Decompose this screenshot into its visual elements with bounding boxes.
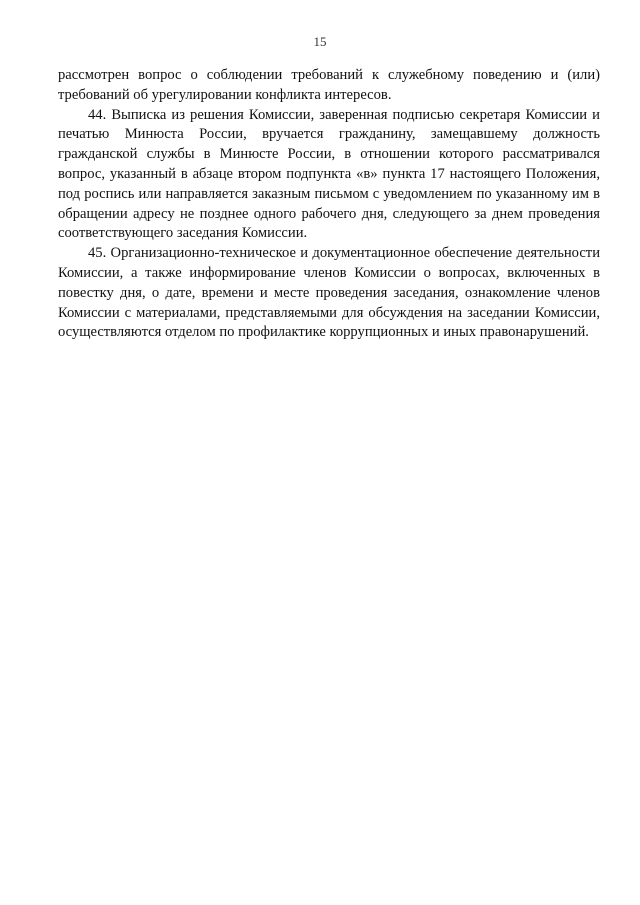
paragraph-item-45: 45. Организационно-техническое и документационное обеспечение деятельности Комиссии, а также информирование членов Комиссии о вопросах, включенных в повестку дня, о дате, времени и месте проведения заседания, ознакомление членов Комиссии с материалами, представляемыми для обсуждения на заседании Комиссии, осуществляются отделом по профилактике коррупционных и иных правонарушений. — [58, 245, 600, 341]
paragraph-continuation: рассмотрен вопрос о соблюдении требований к служебному поведению и (или) требований об урегулировании конфликта интересов. — [58, 67, 600, 103]
page-number: 15 — [313, 34, 327, 49]
paragraph-item-44: 44. Выписка из решения Комиссии, заверенная подписью секретаря Комиссии и печатью Минюста России, вручается гражданину, замещавшему должность гражданской службы в Минюсте России, в отношении которого рассматривался вопрос, указанный в абзаце втором подпункта «в» пункта 17 настоящего Положения, под роспись или направляется заказным письмом с уведомлением по указанному им в обращении адресу не позднее одного рабочего дня, следующего за днем проведения соответствующего заседания Комиссии. — [58, 106, 600, 242]
document-body — [58, 66, 600, 343]
